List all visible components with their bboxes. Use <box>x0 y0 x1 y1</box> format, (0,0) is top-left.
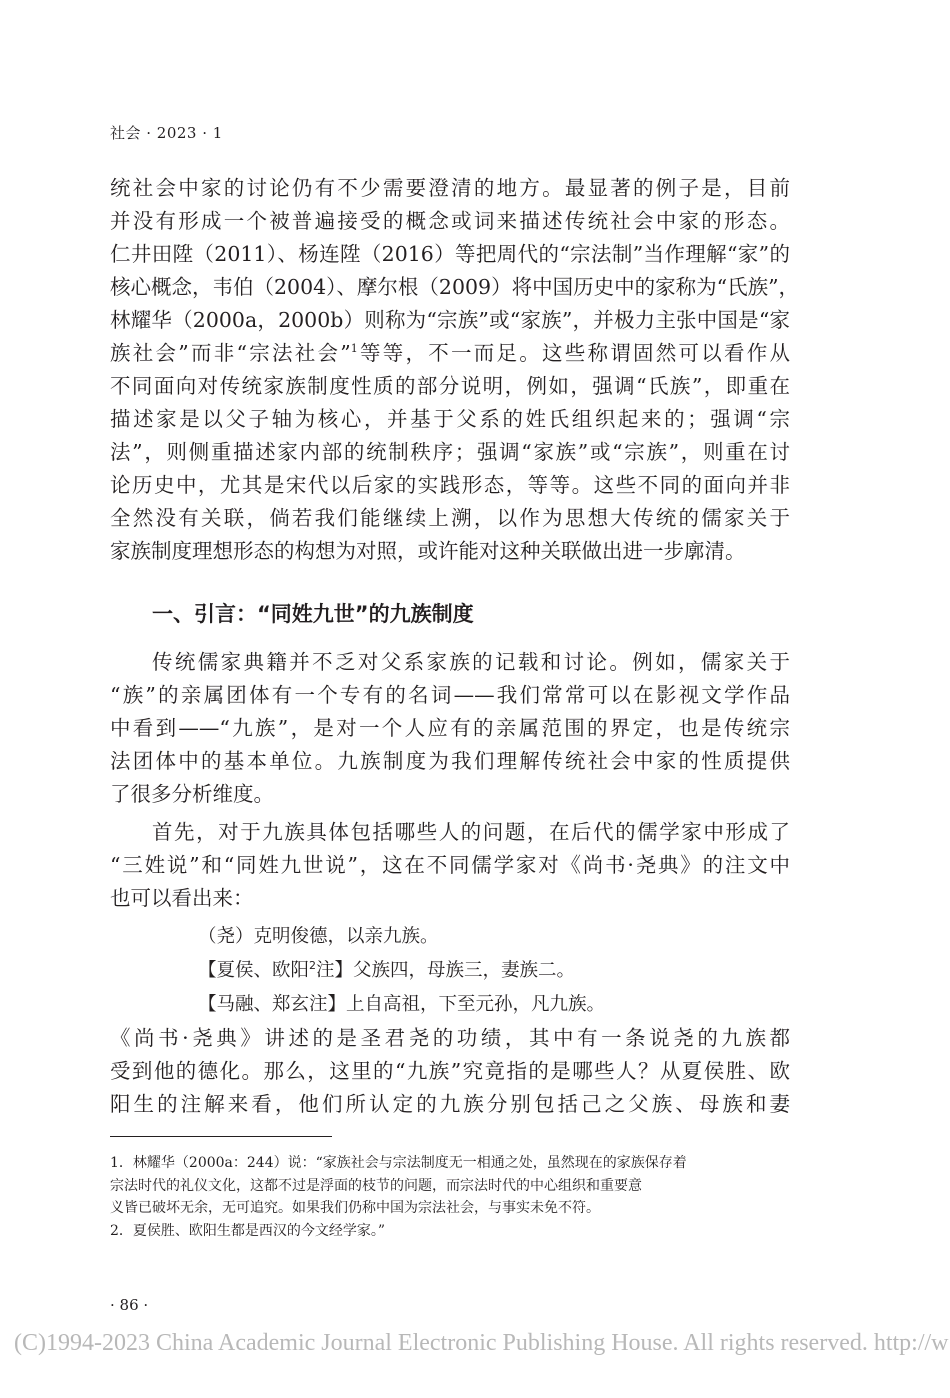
text-line: 传统儒家典籍并不乏对父系家族的记载和讨论。例如，儒家关于 <box>152 650 790 674</box>
text-line: 家族制度理想形态的构想为对照，或许能对这种关联做出进一步廓清。 <box>110 539 746 563</box>
text-line: “族”的亲属团体有一个专有的名词——我们常常可以在影视文学作品 <box>110 683 790 707</box>
footnote-line: 2．夏侯胜、欧阳生都是西汉的今文经学家。” <box>110 1222 386 1239</box>
footnote-mark-1[interactable]: 1 <box>350 342 358 356</box>
text-line: 统社会中家的讨论仍有不少需要澄清的地方。最显著的例子是，目前 <box>110 176 790 200</box>
text-line: 法”，则侧重描述家内部的统制秩序；强调“家族”或“宗族”，则重在讨 <box>110 440 790 464</box>
text-line: 受到他的德化。那么，这里的“九族”究竟指的是哪些人？从夏侯胜、欧 <box>110 1059 790 1083</box>
text-line: 首先，对于九族具体包括哪些人的问题，在后代的儒学家中形成了 <box>152 820 790 844</box>
text-segment: 等等，不一而足。这些称谓固然可以看作从 <box>357 341 790 365</box>
page-number: · 86 · <box>110 1296 149 1314</box>
text-line <box>110 337 790 370</box>
text-line: 核心概念，韦伯（2004）、摩尔根（2009）将中国历史中的家称为“氏族”， <box>110 275 800 299</box>
running-head: 社会 · 2023 · 1 <box>110 124 223 142</box>
paragraph-4 <box>110 1022 790 1121</box>
text-line: 不同面向对传统家族制度性质的部分说明，例如，强调“氏族”，即重在 <box>110 374 790 398</box>
footnote-mark-2[interactable]: 2 <box>309 958 317 972</box>
quote-segment: 注】父族四，母族三，妻族二。 <box>316 960 576 981</box>
footnote-line: 义皆已破坏无余，无可追究。如果我们仍称中国为宗法社会，与事实未免不符。 <box>110 1200 600 1216</box>
footnotes <box>110 1152 790 1242</box>
text-line: 也可以看出来： <box>110 886 254 910</box>
quote-line-1: （尧）克明俊德，以亲九族。 <box>198 926 439 947</box>
text-line: 林耀华（2000a，2000b）则称为“宗族”或“家族”，并极力主张中国是“家 <box>110 308 790 332</box>
paragraph-1 <box>110 172 800 568</box>
paragraph-3 <box>110 816 790 915</box>
footnote-line: 宗法时代的礼仪文化，这都不过是浮面的枝节的问题，而宗法时代的中心组织和重要意 <box>110 1177 642 1194</box>
section-title: 一、引言：“同姓九世”的九族制度 <box>152 602 474 626</box>
quote-line-2 <box>198 954 575 988</box>
text-line: 论历史中，尤其是宋代以后家的实践形态，等等。这些不同的面向并非 <box>110 473 790 497</box>
paragraph-2 <box>110 646 790 811</box>
text-line: 了很多分析维度。 <box>110 782 274 806</box>
quote-segment: 【夏侯、欧阳 <box>198 960 310 981</box>
footnote-divider <box>110 1136 332 1137</box>
text-line: 法团体中的基本单位。九族制度为我们理解传统社会中家的性质提供 <box>110 749 790 773</box>
text-line: “三姓说”和“同姓九世说”，这在不同儒学家对《尚书·尧典》的注文中 <box>110 853 790 877</box>
text-line: 并没有形成一个被普遍接受的概念或词来描述传统社会中家的形态。 <box>110 209 790 233</box>
footnote-line: 1．林耀华（2000a：244）说：“家族社会与宗法制度无一相通之处，虽然现在的家族保存着 <box>110 1155 687 1171</box>
text-segment: 族社会”而非“宗法社会” <box>110 341 351 365</box>
text-line: 中看到——“九族”，是对一个人应有的亲属范围的界定，也是传统宗 <box>110 716 790 740</box>
text-line: 仁井田陞（2011）、杨连陞（2016）等把周代的“宗法制”当作理解“家”的 <box>110 242 790 266</box>
text-line: 阳生的注解来看，他们所认定的九族分别包括己之父族、母族和妻 <box>110 1092 790 1116</box>
quote-line-3: 【马融、郑玄注】上自高祖，下至元孙，凡九族。 <box>198 994 606 1015</box>
text-line: 描述家是以父子轴为核心，并基于父系的姓氏组织起来的；强调“宗 <box>110 407 790 431</box>
text-line: 《尚书·尧典》讲述的是圣君尧的功绩，其中有一条说尧的九族都 <box>110 1026 790 1050</box>
copyright-watermark: (C)1994-2023 China Academic Journal Electronic Publishing House. All rights reserved. http://w <box>14 1330 949 1356</box>
text-line: 全然没有关联，倘若我们能继续上溯，以作为思想大传统的儒家关于 <box>110 506 790 530</box>
